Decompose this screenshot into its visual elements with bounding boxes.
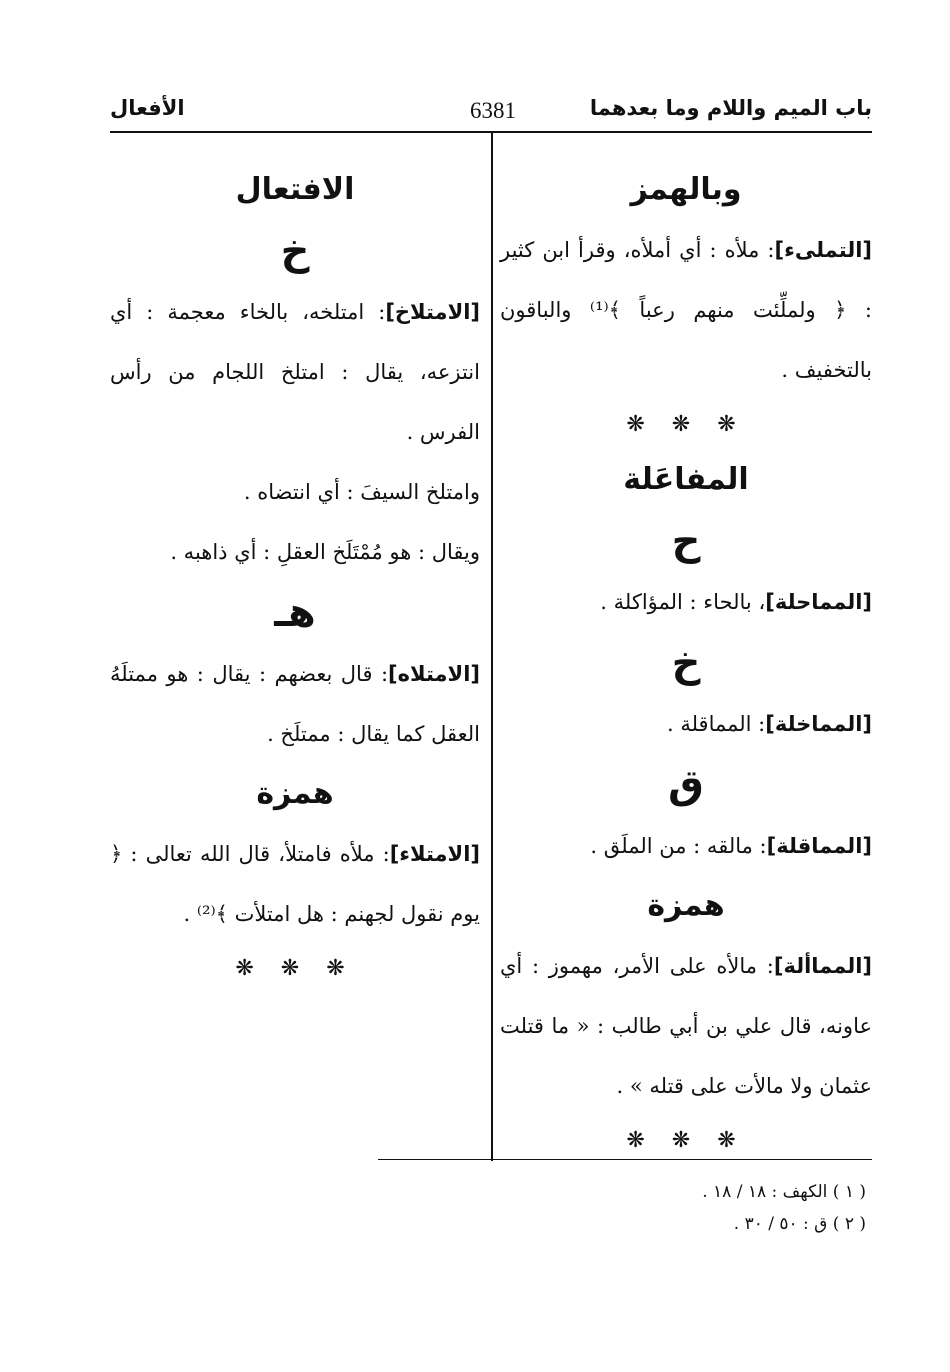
section-heading: الأفعال xyxy=(110,96,185,120)
entry-term: [الامتلاه] xyxy=(388,662,480,686)
section-title: المفاعَلة xyxy=(623,462,749,497)
entry-text: : قال بعضهم : يقال : هو ممتلَهُ العقل كما يقال : ممتلَخ . xyxy=(110,662,480,746)
entry-term: [المماقلة] xyxy=(766,834,872,858)
entry-text: : المماقلة . xyxy=(666,712,766,736)
entry-term: [المماألة] xyxy=(773,954,872,978)
entry-paragraph xyxy=(500,220,872,400)
entry-paragraph xyxy=(110,644,480,764)
letter-heading: ح xyxy=(671,518,701,564)
entry-term: [المماخلة] xyxy=(765,712,872,736)
entry-paragraph xyxy=(500,936,872,1116)
chapter-heading: باب الميم واللام وما بعدهما xyxy=(589,96,872,120)
footnote-rule xyxy=(378,1159,872,1160)
entry-paragraph xyxy=(500,816,872,876)
entry-text: : ملأه : أي أملأه، وقرأ ابن كثير : ﴿ ولملِّئت منهم رعباً ﴾⁽¹⁾ والباقون بالتخفيف . xyxy=(500,238,872,382)
entry-paragraph: وامتلخ السيفَ : أي انتضاه . xyxy=(243,480,480,504)
entry-term: [الامتلاء] xyxy=(389,842,480,866)
section-separator: ❋ ❋ ❋ xyxy=(626,1128,746,1153)
letter-heading: خ xyxy=(280,228,310,274)
footnote: ( ١ ) الكهف : ١٨ / ١٨ . xyxy=(702,1182,866,1202)
letter-heading: ق xyxy=(668,762,704,808)
section-title: همزة xyxy=(647,888,725,923)
column-divider xyxy=(491,133,493,1161)
letter-heading: هـ xyxy=(274,590,316,636)
entry-paragraph xyxy=(500,572,872,632)
section-title: الافتعال xyxy=(235,172,355,207)
entry-term: [التملىء] xyxy=(774,238,872,262)
footnotes xyxy=(466,1176,866,1240)
section-separator: ❋ ❋ ❋ xyxy=(626,412,746,437)
section-separator: ❋ ❋ ❋ xyxy=(235,956,355,981)
entry-text: : مالقه : من الملَق . xyxy=(590,834,767,858)
footnote: ( ٢ ) ق : ٥٠ / ٣٠ . xyxy=(733,1214,866,1234)
entry-paragraph: ويقال : هو مُمْتَلَخ العقلِ : أي ذاهبه . xyxy=(170,540,480,564)
entry-paragraph xyxy=(110,282,480,462)
right-column xyxy=(500,160,872,1166)
letter-heading: خ xyxy=(671,640,701,686)
entry-term: [الامتلاخ] xyxy=(385,300,480,324)
left-column xyxy=(110,160,480,994)
running-header xyxy=(110,92,872,132)
entry-paragraph xyxy=(500,694,872,754)
page-number: 6381 xyxy=(470,98,516,123)
section-title: وبالهمز xyxy=(630,172,742,207)
entry-text: : ملأه فامتلأ، قال الله تعالى : ﴿ يوم نقول لجهنم : هل امتلأت ﴾⁽²⁾ . xyxy=(110,842,480,926)
entry-text: : امتلخه، بالخاء معجمة : أي انتزعه، يقال : امتلخ اللجام من رأس الفرس . xyxy=(110,300,480,444)
entry-text: : مالأه على الأمر، مهموز : أي عاونه، قال علي بن أبي طالب : « ما قتلت عثمان ولا مالأت على قتله » . xyxy=(500,954,872,1098)
entry-text: ، بالحاء : المؤاكلة . xyxy=(600,590,766,614)
section-title: همزة xyxy=(256,776,334,811)
entry-paragraph xyxy=(110,824,480,944)
entry-term: [المماحلة] xyxy=(765,590,872,614)
